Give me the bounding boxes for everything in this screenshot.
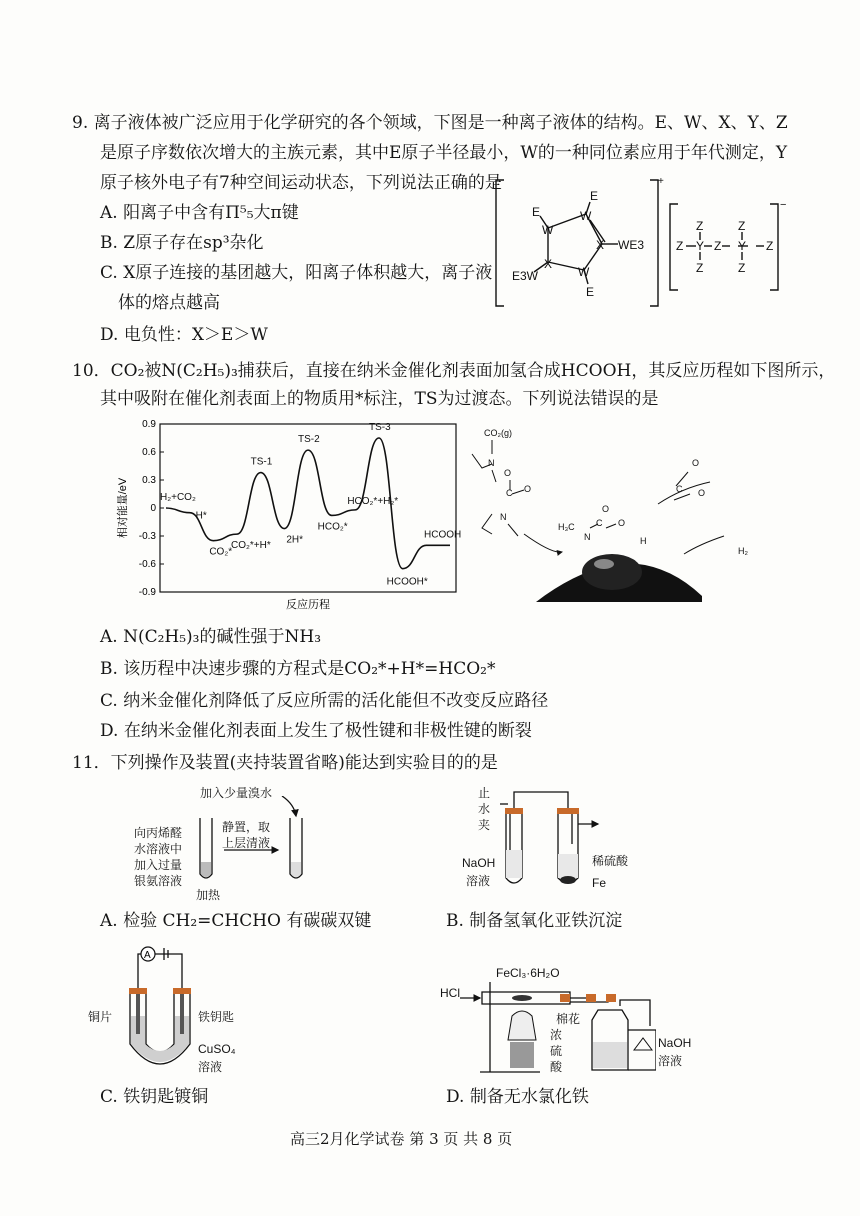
a-stand-2: 上层清液 [222, 836, 271, 850]
c-sol-2: 溶液 [198, 1060, 223, 1074]
anion-z-1: Z [696, 219, 704, 233]
anion-y-2: Y [738, 239, 747, 253]
c-copper: 铜片 [88, 1010, 113, 1024]
b-clamp-1: 止 [478, 786, 491, 800]
atom-e-2: E [590, 189, 599, 203]
atom-we3: WE3 [618, 238, 645, 252]
label-o-1: O [504, 468, 512, 478]
b-fe: Fe [592, 876, 607, 890]
atom-e-1: E [532, 205, 541, 219]
atom-w-3: W [578, 265, 590, 279]
energy-annotation: TS-3 [369, 422, 391, 433]
energy-annotation: HCO₂* [317, 521, 348, 533]
anion-z-2: Z [696, 261, 704, 275]
q11-stem: 11．下列操作及装置(夹持装置省略)能达到实验目的的是 [72, 753, 498, 773]
q9-option-c: C. X原子连接的基团越大，阳离子体积越大，离子液 [100, 263, 493, 283]
q10-line1: 10．CO₂被N(C₂H₅)₃捕获后，直接在纳米金催化剂表面加氢合成HCOOH，其反应历程如下图所示， [72, 361, 836, 381]
c-key: 铁钥匙 [198, 1010, 235, 1024]
q10-option-b: B. 该历程中决速步骤的方程式是CO₂*+H*=HCO₂* [100, 659, 496, 679]
catalytic-mechanism-scheme [462, 424, 762, 602]
y-axis-label: 相对能量/eV [117, 477, 129, 539]
label-h3c: H₃C [558, 522, 575, 532]
a-label-3: 加入过量 [134, 858, 183, 872]
energy-annotation: H* [195, 510, 207, 522]
energy-profile-chart [112, 416, 464, 612]
b-acid: 稀硫酸 [592, 854, 629, 868]
y-tick-label: 0.9 [142, 419, 156, 430]
atom-x-1: X [596, 238, 605, 252]
a-add-bromine: 加入少量溴水 [200, 786, 273, 800]
y-tick-label: 0.6 [142, 447, 156, 458]
b-naoh-1: NaOH [462, 856, 496, 870]
label-n-1: N [488, 458, 495, 468]
c-ammeter: A [144, 950, 151, 961]
atom-e-3: E [586, 285, 595, 299]
d-naoh-2: 溶液 [658, 1054, 683, 1068]
q9-line1: 9. 离子液体被广泛应用于化学研究的各个领域，下图是一种离子液体的结构。E、W、X、Y、Z [72, 113, 788, 133]
atom-w-1: W [542, 223, 554, 237]
y-tick-label: -0.3 [138, 531, 156, 542]
q10-option-d: D. 在纳米金催化剂表面上发生了极性键和非极性键的断裂 [100, 721, 532, 741]
energy-annotation: TS-2 [298, 434, 320, 446]
d-naoh-1: NaOH [658, 1036, 692, 1050]
d-cotton: 棉花 [556, 1012, 581, 1026]
atom-w-2: W [580, 209, 592, 223]
atom-e3w: E3W [512, 269, 539, 283]
q10-option-a: A. N(C₂H₅)₃的碱性强于NH₃ [100, 627, 322, 647]
y-tick-label: -0.6 [138, 559, 156, 570]
energy-annotation: HCOOH [424, 529, 462, 541]
anion-z-right: Z [766, 239, 774, 253]
ionic-liquid-structure [490, 172, 790, 312]
d-salt: FeCl₃·6H₂O [496, 966, 560, 980]
d-acid-3: 酸 [550, 1060, 563, 1074]
a-label-1: 向丙烯醛 [134, 826, 183, 840]
energy-annotation: CO₂* [209, 546, 233, 558]
y-tick-label: 0.3 [142, 475, 156, 486]
anion-y-1: Y [696, 239, 705, 253]
label-h-atom: H [640, 536, 647, 546]
q9-line2: 是原子序数依次增大的主族元素，其中E原子半径最小，W的一种同位素应用于年代测定，Y [100, 143, 788, 163]
label-o-4: O [618, 518, 626, 528]
c-caption: C. 铁钥匙镀铜 [100, 1087, 209, 1107]
anion-z-left: Z [676, 239, 684, 253]
q10-option-c: C. 纳米金催化剂降低了反应所需的活化能但不改变反应路径 [100, 691, 549, 711]
y-tick-label: -0.9 [138, 587, 156, 598]
a-heat: 加热 [196, 888, 221, 902]
a-label-4: 银氨溶液 [134, 874, 183, 888]
q9-option-c-cont: 体的熔点越高 [118, 293, 220, 313]
energy-annotation: HCO₂*+H₂* [347, 495, 399, 507]
energy-annotation: H₂+CO₂ [160, 492, 196, 503]
q9-option-d: D. 电负性：X＞E＞W [100, 325, 268, 345]
b-naoh-2: 溶液 [466, 874, 491, 888]
plot-frame [160, 424, 456, 592]
d-hcl: HCl [440, 986, 460, 1000]
b-caption: B. 制备氢氧化亚铁沉淀 [446, 911, 623, 931]
label-c-2: C [596, 518, 603, 528]
q10-line2: 其中吸附在催化剂表面上的物质用*标注，TS为过渡态。下列说法错误的是 [100, 389, 659, 409]
label-n-2: N [500, 512, 507, 522]
anion-charge: − [780, 199, 787, 211]
label-n-3: N [584, 532, 591, 542]
page-footer: 高三2月化学试卷 第 3 页 共 8 页 [290, 1130, 513, 1148]
anion-z-4: Z [738, 261, 746, 275]
energy-annotation: 2H* [286, 534, 304, 546]
atom-x-2: X [544, 257, 553, 271]
gold-nanoparticle [582, 554, 642, 590]
label-h2: H₂ [738, 546, 748, 556]
energy-annotation: CO₂*+H* [231, 540, 271, 552]
label-c-3: C [676, 484, 683, 494]
q9-option-b: B. Z原子存在sp³杂化 [100, 233, 264, 253]
d-acid-1: 浓 [550, 1028, 563, 1042]
q9-line3: 原子核外电子有7种空间运动状态，下列说法正确的是 [100, 173, 502, 193]
label-o-3: O [602, 504, 610, 514]
anion-z-3: Z [738, 219, 746, 233]
a-caption: A. 检验 CH₂=CHCHO 有碳碳双键 [100, 911, 372, 931]
b-clamp-2: 水 [478, 802, 491, 816]
y-tick-label: 0 [150, 503, 156, 514]
c-sol-1: CuSO₄ [198, 1042, 236, 1056]
label-co2g: CO₂(g) [484, 428, 512, 438]
cation-charge: + [658, 176, 664, 187]
label-o-5: O [692, 458, 700, 468]
b-clamp-3: 夹 [478, 818, 491, 832]
d-caption: D. 制备无水氯化铁 [446, 1087, 589, 1107]
a-stand-1: 静置，取 [222, 820, 271, 834]
anion-z-mid: Z [714, 239, 722, 253]
energy-annotation: HCOOH* [386, 576, 428, 588]
label-c-1: C [506, 488, 513, 498]
q9-option-a: A. 阳离子中含有Π⁵₅大π键 [100, 203, 299, 223]
a-label-2: 水溶液中 [134, 842, 183, 856]
d-acid-2: 硫 [550, 1044, 563, 1058]
x-axis-label: 反应历程 [286, 599, 330, 611]
label-o-2: O [524, 484, 532, 494]
energy-annotation: TS-1 [250, 456, 273, 468]
label-o-6: O [698, 488, 706, 498]
